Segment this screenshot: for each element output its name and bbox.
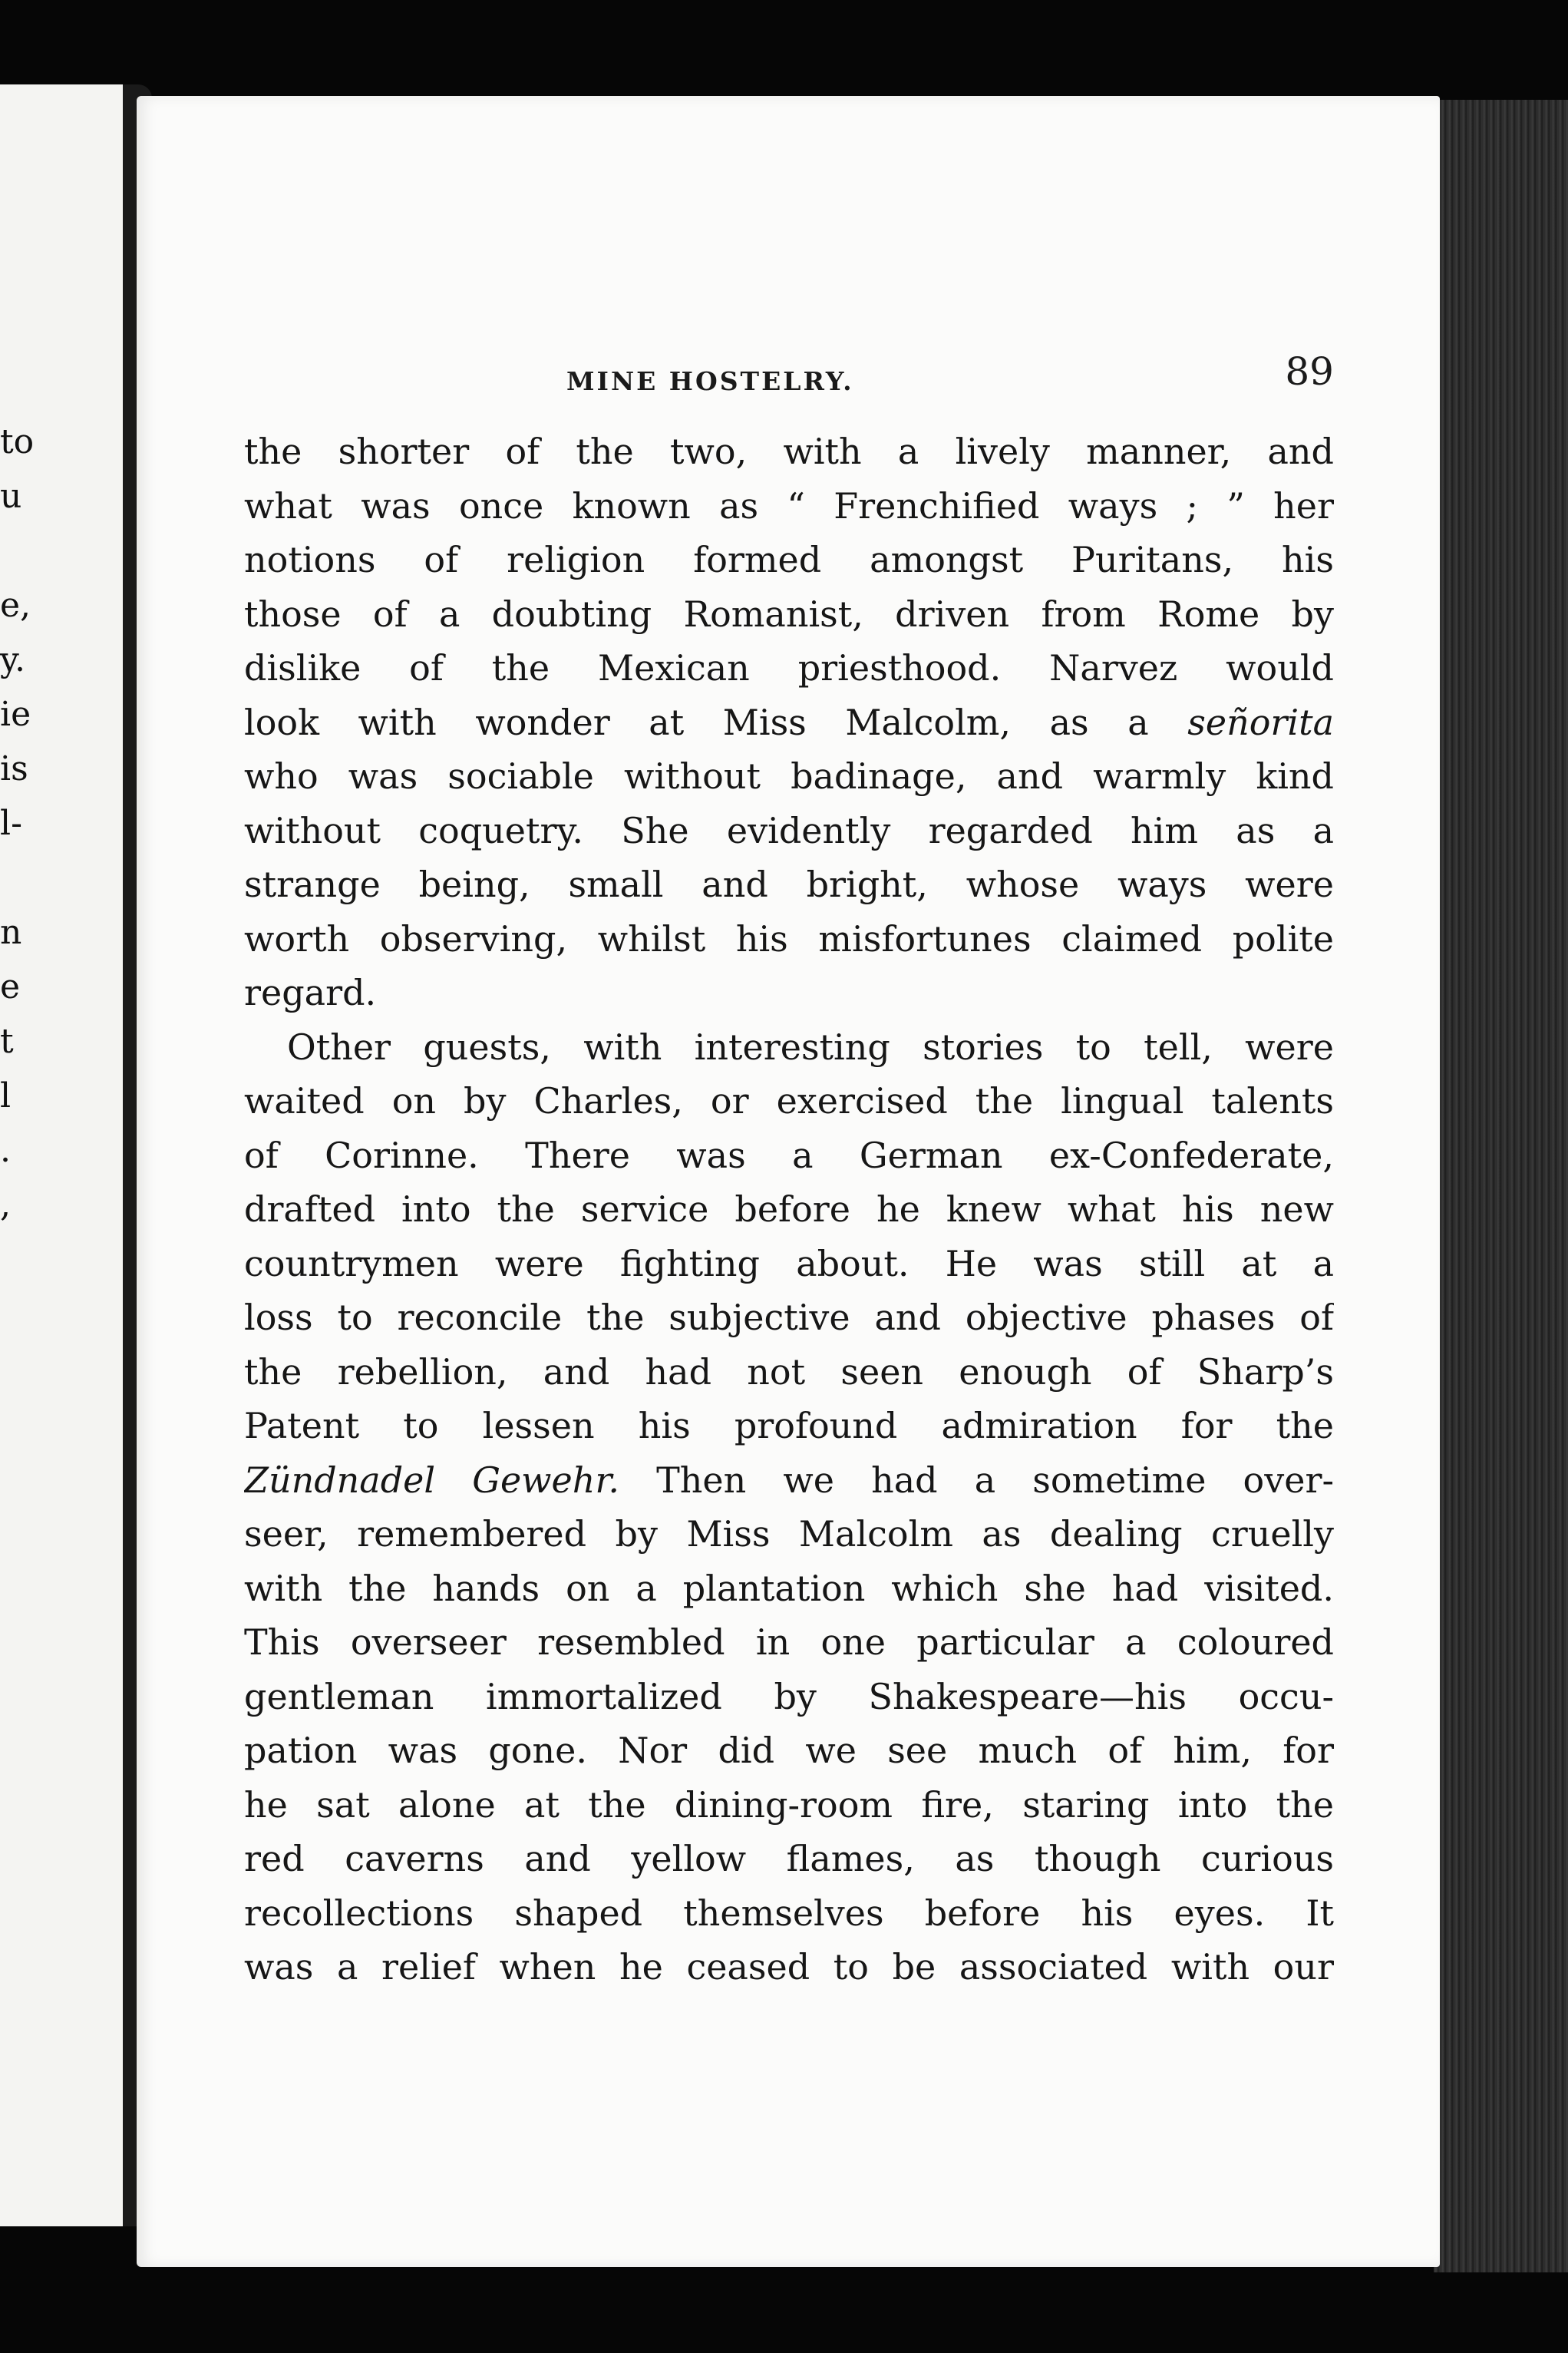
text-line: who was sociable without badinage, and warmly kind	[244, 755, 1334, 797]
text-line: he sat alone at the dining-room fire, staring into the	[244, 1783, 1334, 1826]
text-line: was a relief when he ceased to be associated with our	[244, 1946, 1334, 1988]
text-line: those of a doubting Romanist, driven from Rome by	[244, 593, 1334, 635]
left-fragment: ,	[0, 1185, 11, 1224]
body-text	[244, 425, 1334, 1994]
left-fragment: ie	[0, 695, 31, 734]
text-line: the rebellion, and had not seen enough of Sharp’s	[244, 1350, 1334, 1393]
text-line: strange being, small and bright, whose ways were	[244, 864, 1334, 905]
left-fragment: is	[0, 749, 28, 788]
text-line: This overseer resembled in one particular a coloured	[244, 1621, 1334, 1663]
text-line: red caverns and yellow flames, as though curious	[244, 1838, 1334, 1879]
text-line: regard.	[244, 972, 377, 1013]
text-line: of Corinne. There was a German ex-Confederate,	[244, 1134, 1334, 1176]
left-fragment: u	[0, 477, 22, 516]
italic-phrase: Zündnadel Gewehr.	[244, 1459, 619, 1501]
text-line: gentleman immortalized by Shakespeare—his occu-	[244, 1675, 1334, 1717]
text-line: Patent to lessen his profound admiration for the	[244, 1405, 1334, 1446]
book-page	[137, 96, 1440, 2267]
left-fragment: to	[0, 422, 35, 461]
left-page-edge	[0, 84, 152, 2226]
left-fragment: e,	[0, 586, 31, 625]
italic-word: señorita	[1187, 701, 1334, 743]
text-line: without coquetry. She evidently regarded him as a	[244, 809, 1334, 851]
left-fragment	[0, 524, 123, 578]
text-line: dislike of the Mexican priesthood. Narvez would	[244, 647, 1334, 689]
text-line: loss to reconcile the subjective and objective phases of	[244, 1297, 1334, 1338]
text-line	[244, 1453, 1334, 1508]
text-line: recollections shaped themselves before his eyes. It	[244, 1892, 1334, 1934]
text-line: pation was gone. Nor did we see much of him, for	[244, 1730, 1334, 1771]
left-fragment	[0, 851, 123, 905]
text-line: what was once known as “ Frenchified ways ; ” her	[244, 484, 1334, 527]
text-line: the shorter of the two, with a lively manner, and	[244, 431, 1334, 472]
left-fragment: e	[0, 967, 21, 1006]
left-fragment: .	[0, 1131, 11, 1170]
book-edge-right	[1434, 100, 1568, 2272]
text-line: with the hands on a plantation which she had visited.	[244, 1567, 1334, 1609]
running-head	[566, 349, 1334, 403]
left-fragment: y.	[0, 640, 25, 679]
left-fragment: l-	[0, 804, 22, 843]
left-page-fragments	[0, 415, 123, 1232]
text-line: waited on by Charles, or exercised the lingual talents	[244, 1080, 1334, 1122]
page-number: 89	[1285, 349, 1334, 394]
text-line: notions of religion formed amongst Puritans, his	[244, 539, 1334, 580]
left-fragment: n	[0, 913, 22, 952]
left-fragment: l	[0, 1076, 12, 1115]
text-line-end: Then we had a sometime over-	[619, 1459, 1334, 1501]
text-line: drafted into the service before he knew what his new	[244, 1188, 1334, 1230]
text-line: countrymen were fighting about. He was still at a	[244, 1242, 1334, 1284]
text-line	[244, 696, 1334, 750]
text-line: worth observing, whilst his misfortunes claimed polite	[244, 917, 1334, 960]
running-title: MINE HOSTELRY.	[566, 366, 854, 396]
text-line: seer, remembered by Miss Malcolm as dealing cruelly	[244, 1513, 1334, 1555]
text-line-start: look with wonder at Miss Malcolm, as a	[244, 701, 1188, 743]
left-fragment: t	[0, 1022, 14, 1061]
text-line: Other guests, with interesting stories to tell, were	[287, 1026, 1334, 1068]
